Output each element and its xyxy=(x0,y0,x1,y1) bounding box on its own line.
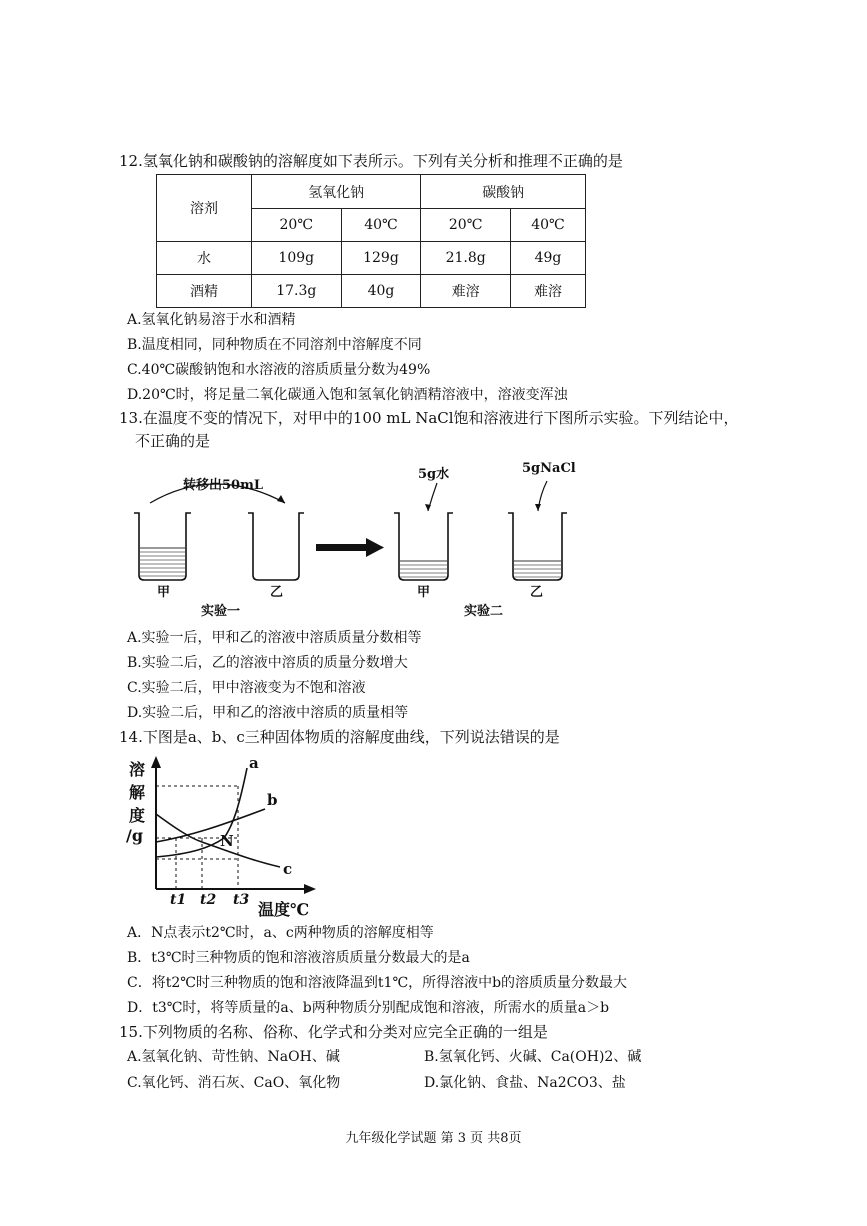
point-label-n: N xyxy=(220,832,234,850)
table-cell: 49g xyxy=(510,242,585,275)
table-cell: 17.3g xyxy=(252,275,342,308)
table-cell: 129g xyxy=(341,242,421,275)
q14-option-b: B．t3℃时三种物质的饱和溶液溶质质量分数最大的是a xyxy=(127,950,470,966)
solubility-table xyxy=(156,174,586,308)
table-cell: 21.8g xyxy=(421,242,511,275)
beaker-jia-exp1 xyxy=(134,513,191,580)
table-cell: 40g xyxy=(341,275,421,308)
q13-option-d: D.实验二后，甲和乙的溶液中溶质的质量相等 xyxy=(127,705,409,721)
q15-stem: 15.下列物质的名称、俗称、化学式和分类对应完全正确的一组是 xyxy=(119,1023,548,1041)
q14-option-a: A．N点表示t2℃时，a、c两种物质的溶解度相等 xyxy=(127,925,434,941)
q12-option-d: D.20℃时，将足量二氧化碳通入饱和氢氧化钠酒精溶液中，溶液变浑浊 xyxy=(127,387,568,403)
solvent-cell: 酒精 xyxy=(157,275,252,308)
q15-option-b: B.氢氧化钙、火碱、Ca(OH)2、碱 xyxy=(424,1049,642,1065)
temp-header: 40℃ xyxy=(510,209,585,242)
y-axis-label: 溶 xyxy=(129,760,146,779)
curve-label-c: c xyxy=(283,860,293,878)
transfer-label: 转移出50mL xyxy=(183,478,263,493)
solvent-header: 溶剂 xyxy=(157,175,252,242)
table-cell: 难溶 xyxy=(421,275,511,308)
tick-label-t1: t1 xyxy=(170,892,187,908)
q14-stem: 14.下图是a、b、c三种固体物质的溶解度曲线，下列说法错误的是 xyxy=(119,728,560,746)
q15-option-c: C.氧化钙、消石灰、CaO、氧化物 xyxy=(127,1075,341,1091)
beaker-label-jia: 甲 xyxy=(417,585,431,600)
q13-stem-line1: 13.在温度不变的情况下，对甲中的100 mL NaCl饱和溶液进行下图所示实验。下列结论中， xyxy=(119,409,739,427)
q15-option-d: D.氯化钠、食盐、Na2CO3、盐 xyxy=(424,1075,626,1091)
curve-label-a: a xyxy=(249,754,259,772)
q12-stem: 12.氢氧化钠和碳酸钠的溶解度如下表所示。下列有关分析和推理不正确的是 xyxy=(119,152,623,170)
q12-option-a: A.氢氧化钠易溶于水和酒精 xyxy=(127,312,296,328)
x-axis-label: 温度℃ xyxy=(258,900,310,919)
q12-option-c: C.40℃碳酸钠饱和水溶液的溶质质量分数为49% xyxy=(127,362,431,378)
substance-naoh: 氢氧化钠 xyxy=(252,175,421,209)
q13-option-b: B.实验二后，乙的溶液中溶质的质量分数增大 xyxy=(127,655,408,671)
curve-label-b: b xyxy=(267,791,278,809)
page-footer: 九年级化学试题 第 3 页 共8页 xyxy=(345,1131,522,1146)
beaker-label-yi: 乙 xyxy=(530,585,544,600)
q13-option-a: A.实验一后，甲和乙的溶液中溶质质量分数相等 xyxy=(127,630,422,646)
q15-option-a: A.氢氧化钠、苛性钠、NaOH、碱 xyxy=(127,1049,340,1065)
tick-label-t3: t3 xyxy=(233,892,250,908)
temp-header: 40℃ xyxy=(341,209,421,242)
experiment-2-label: 实验二 xyxy=(464,604,504,619)
beaker-yi-exp1 xyxy=(248,513,304,580)
temp-header: 20℃ xyxy=(252,209,342,242)
beaker-label-yi: 乙 xyxy=(270,585,284,600)
y-axis-label: /g xyxy=(126,826,144,845)
q14-option-c: C．将t2℃时三种物质的饱和溶液降温到t1℃，所得溶液中b的溶质质量分数最大 xyxy=(127,975,628,991)
beaker-jia-exp2 xyxy=(394,513,453,580)
beaker-yi-exp2 xyxy=(508,513,567,580)
y-axis-label: 度 xyxy=(129,806,146,825)
y-axis-label: 解 xyxy=(129,783,146,802)
q12-option-b: B.温度相同，同种物质在不同溶剂中溶解度不同 xyxy=(127,337,422,353)
experiment-1-label: 实验一 xyxy=(201,604,241,619)
q14-option-d: D．t3℃时，将等质量的a、b两种物质分别配成饱和溶液，所需水的质量a＞b xyxy=(127,1000,610,1016)
substance-na2co3: 碳酸钠 xyxy=(421,175,586,209)
q13-stem-line2: 不正确的是 xyxy=(135,432,211,450)
solvent-cell: 水 xyxy=(157,242,252,275)
process-arrow xyxy=(316,544,366,551)
process-arrow-head xyxy=(366,538,384,557)
temp-header: 20℃ xyxy=(421,209,511,242)
tick-label-t2: t2 xyxy=(200,892,217,908)
q13-option-c: C.实验二后，甲中溶液变为不饱和溶液 xyxy=(127,680,366,696)
table-cell: 难溶 xyxy=(510,275,585,308)
beaker-label-jia: 甲 xyxy=(157,585,171,600)
table-cell: 109g xyxy=(252,242,342,275)
add-nacl-label: 5gNaCl xyxy=(522,461,576,476)
add-water-label: 5g水 xyxy=(418,467,450,482)
